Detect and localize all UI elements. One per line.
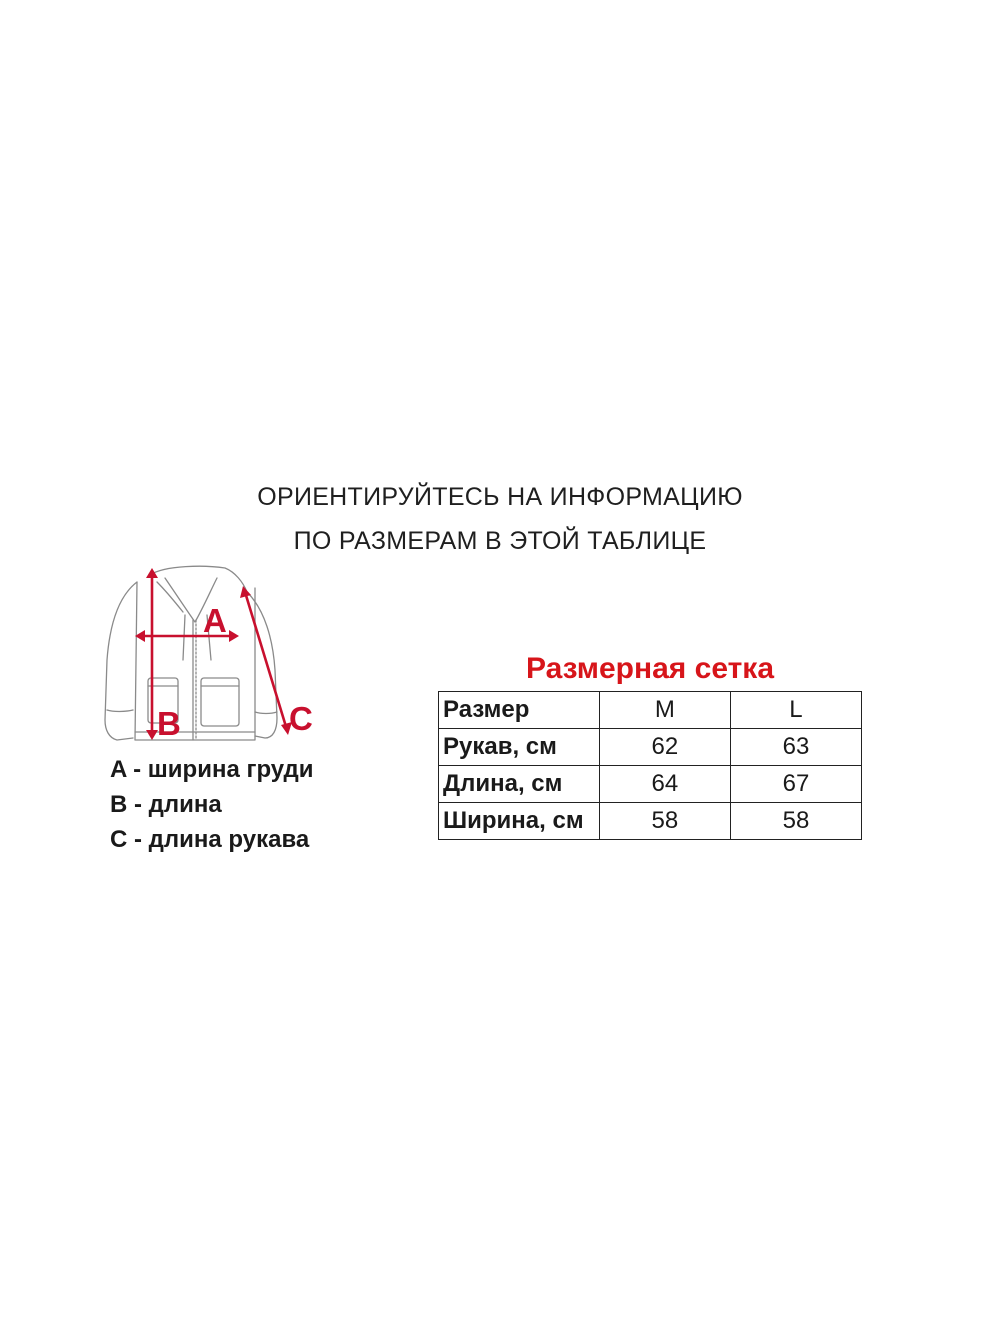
cell-sleeve-m: 62 <box>599 729 730 766</box>
size-table <box>438 691 862 840</box>
legend-item-c: C - длина рукава <box>110 826 310 853</box>
instruction-line-1: ОРИЕНТИРУЙТЕСЬ НА ИНФОРМАЦИЮ <box>257 483 743 511</box>
legend-item-a: A - ширина груди <box>110 756 314 783</box>
label-b: B <box>157 705 181 742</box>
row-label-sleeve: Рукав, см <box>439 729 600 766</box>
label-a: A <box>203 602 227 639</box>
cell-sleeve-l: 63 <box>730 729 861 766</box>
label-c: C <box>289 700 313 737</box>
table-row <box>439 766 862 803</box>
table-header-row <box>439 692 862 729</box>
table-row <box>439 803 862 840</box>
header-size-m: M <box>599 692 730 729</box>
jacket-measurement-diagram <box>95 560 325 750</box>
jacket-outline <box>105 566 277 740</box>
table-row <box>439 729 862 766</box>
cell-width-l: 58 <box>730 803 861 840</box>
header-size-label: Размер <box>439 692 600 729</box>
row-label-width: Ширина, см <box>439 803 600 840</box>
measurement-labels <box>157 602 313 742</box>
legend-item-b: B - длина <box>110 791 222 818</box>
header-size-l: L <box>730 692 861 729</box>
cell-length-l: 67 <box>730 766 861 803</box>
instruction-line-2: ПО РАЗМЕРАМ В ЭТОЙ ТАБЛИЦЕ <box>293 527 707 555</box>
size-table-title: Размерная сетка <box>525 652 775 685</box>
row-label-length: Длина, см <box>439 766 600 803</box>
measurement-legend <box>110 752 314 857</box>
cell-width-m: 58 <box>599 803 730 840</box>
cell-length-m: 64 <box>599 766 730 803</box>
